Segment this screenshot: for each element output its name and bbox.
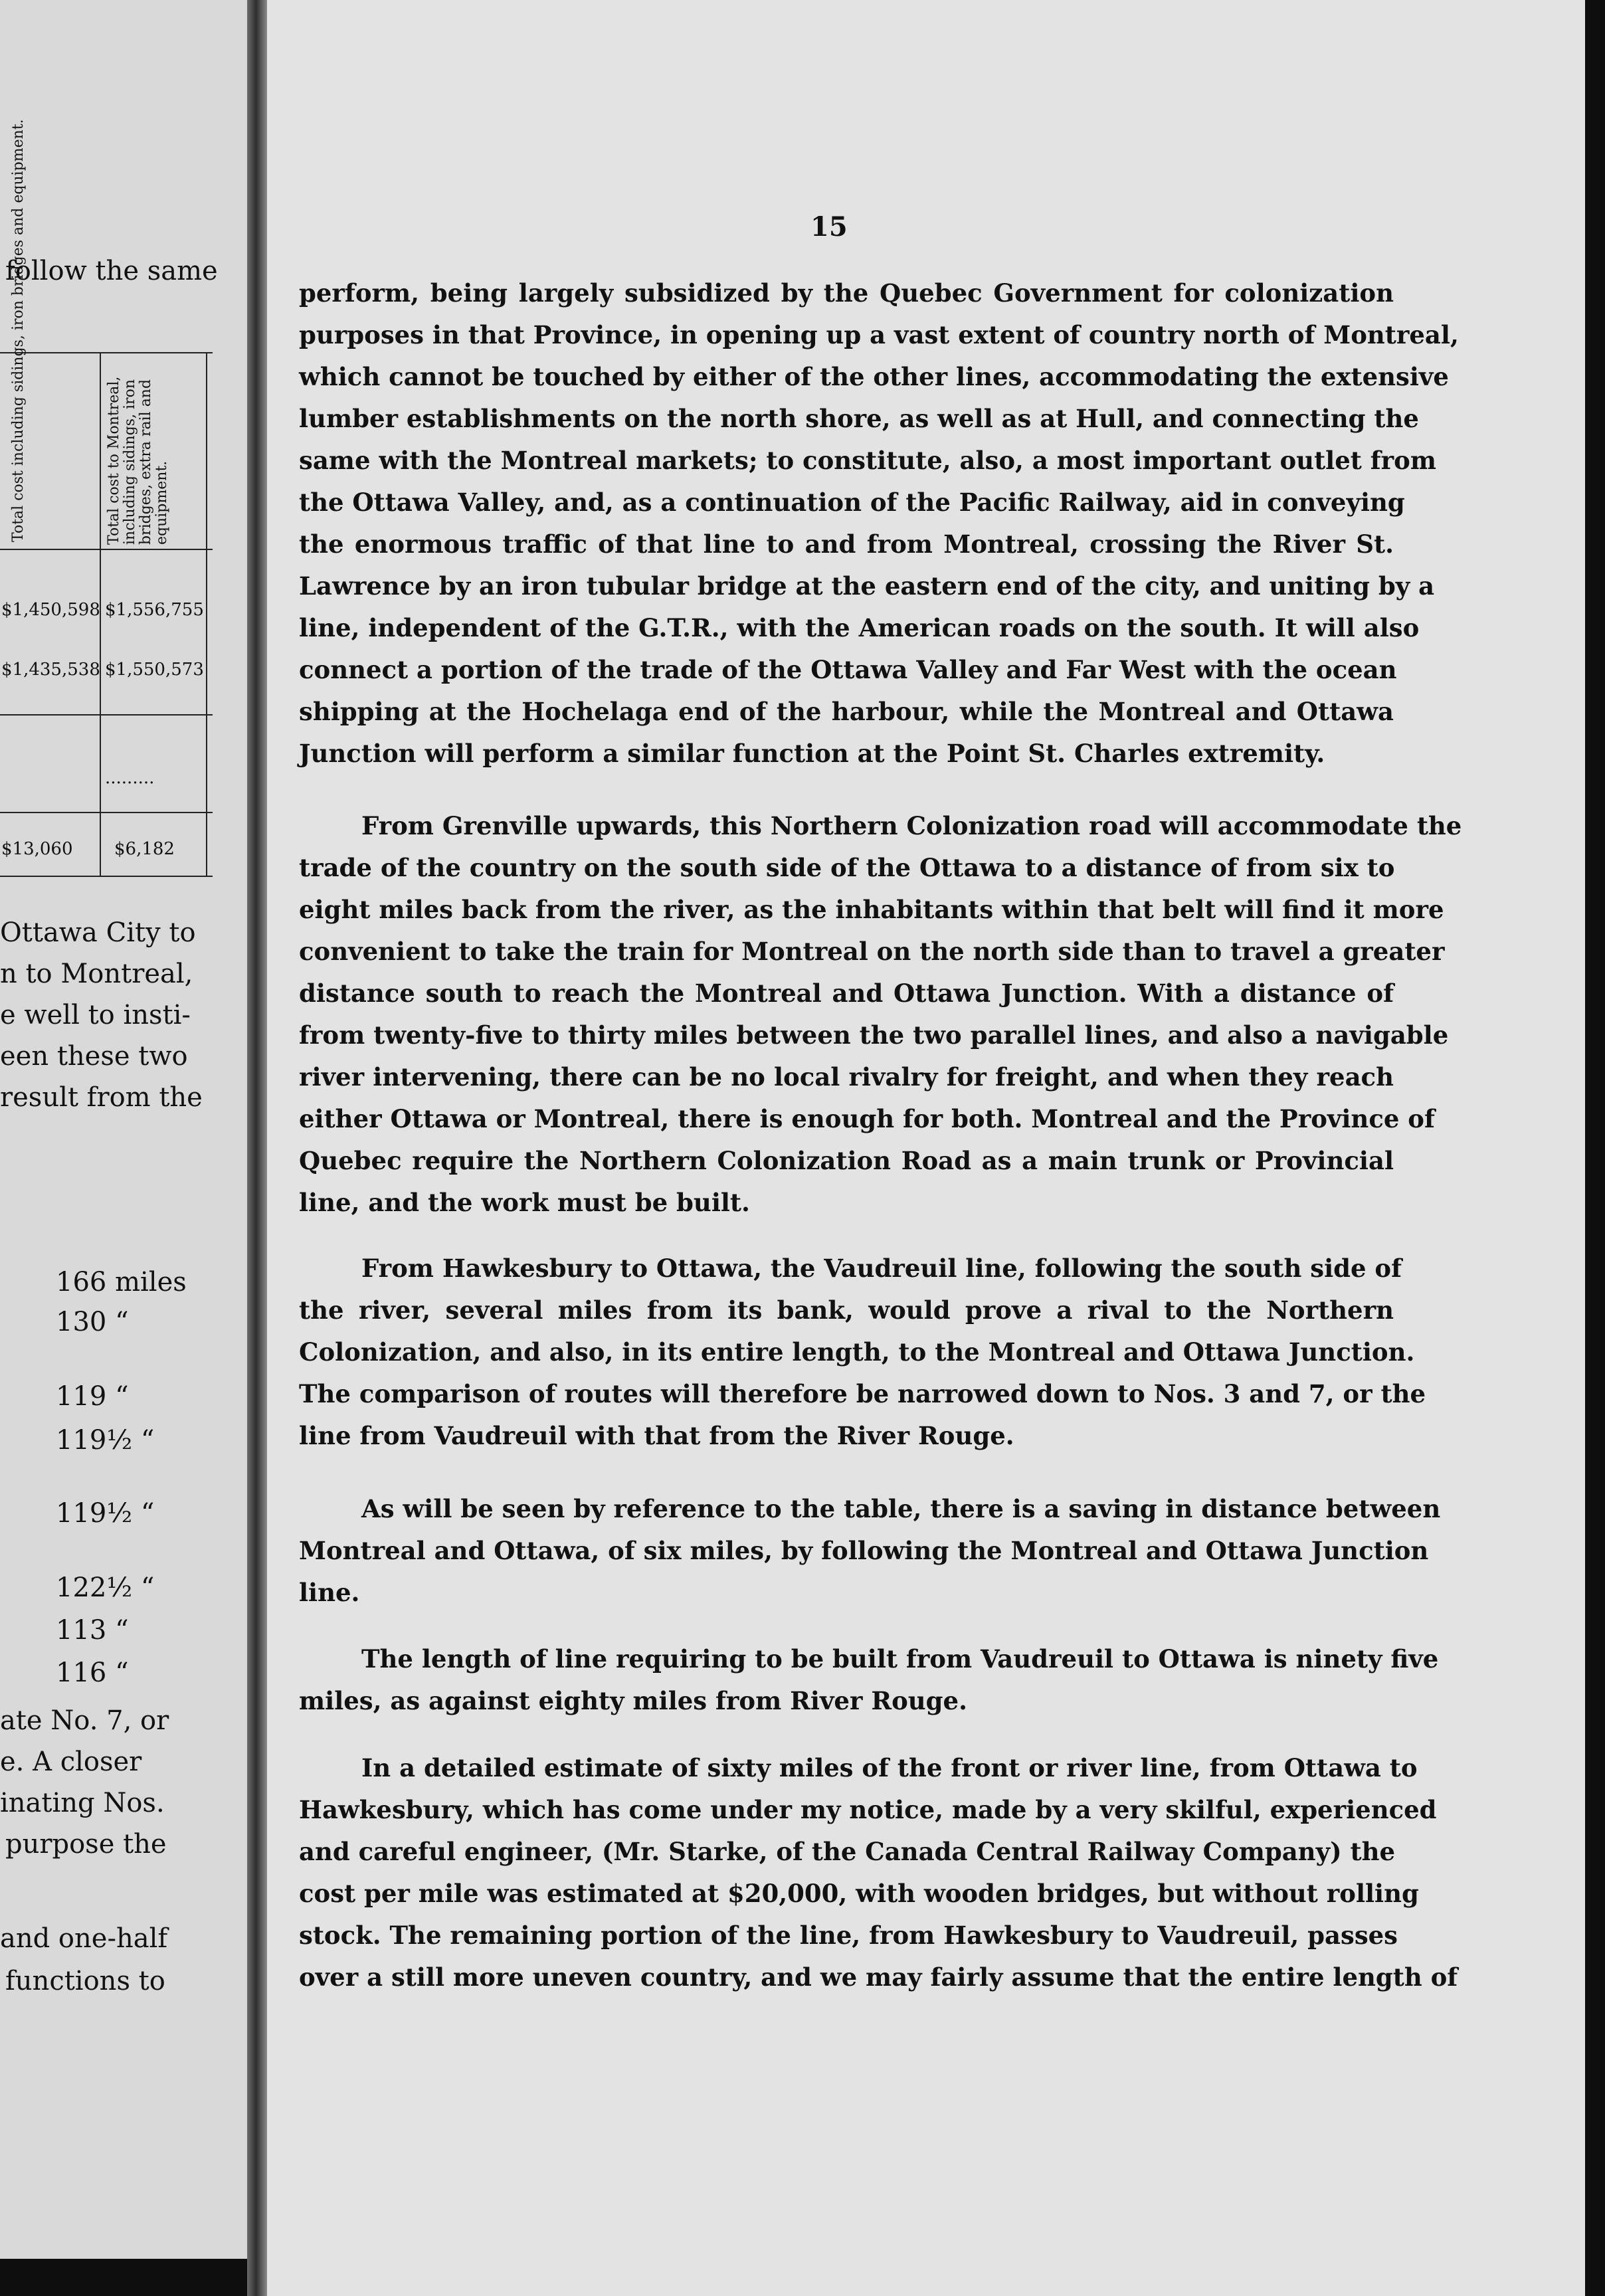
miles-entry: 113 “	[56, 1615, 129, 1646]
text-line: from twenty-five to thirty miles between the two parallel lines, and also a navigable	[299, 1020, 1449, 1050]
page-number: 15	[810, 211, 848, 242]
table-cell: $6,182	[114, 839, 175, 859]
text-line: The comparison of routes will therefore be narrowed down to Nos. 3 and 7, or the	[299, 1379, 1426, 1408]
text-line: trade of the country on the south side of the Ottawa to a distance of from six to	[299, 853, 1395, 882]
paragraph	[299, 272, 1459, 775]
text-line: purposes in that Province, in opening up a vast extent of country north of Montreal,	[299, 320, 1459, 349]
miles-entry: 119½ “	[56, 1425, 155, 1456]
table-cell: $1,450,598	[1, 600, 100, 620]
text-line: From Grenville upwards, this Northern Colonization road will accommodate the	[361, 811, 1462, 840]
fragment-line: and one-half	[0, 1923, 168, 1954]
miles-entry: 116 “	[56, 1658, 129, 1688]
fragment-line: inating Nos.	[0, 1788, 165, 1818]
fragment-line: n to Montreal,	[0, 959, 193, 989]
text-line: line from Vaudreuil with that from the River Rouge.	[299, 1421, 1014, 1450]
paragraph	[299, 805, 1462, 1224]
text-line: The length of line requiring to be built from Vaudreuil to Ottawa is ninety five	[361, 1644, 1439, 1674]
text-line: cost per mile was estimated at $20,000, with wooden bridges, but without rolling	[299, 1879, 1419, 1908]
fragment-line: ate No. 7, or	[0, 1705, 169, 1736]
left-page-fragment	[0, 0, 247, 2296]
table-rule	[0, 812, 213, 813]
text-line: the enormous traffic of that line to and from Montreal, crossing the River St.	[299, 529, 1394, 559]
miles-entry: 130 “	[56, 1307, 129, 1337]
miles-entry: 119½ “	[56, 1498, 155, 1529]
text-line: Junction will perform a similar function at the Point St. Charles extremity.	[299, 739, 1325, 768]
table-cell: $1,556,755	[105, 600, 204, 620]
page-edge	[0, 2259, 247, 2296]
table-cell: $1,435,538	[1, 660, 100, 680]
text-line: lumber establishments on the north shore, as well as at Hull, and connecting the	[299, 404, 1419, 433]
text-line: Lawrence by an iron tubular bridge at the eastern end of the city, and uniting by a	[299, 571, 1435, 601]
text-line: Quebec require the Northern Colonization Road as a main trunk or Provincial	[299, 1146, 1394, 1175]
text-line: and careful engineer, (Mr. Starke, of the Canada Central Railway Company) the	[299, 1837, 1396, 1866]
paragraph	[299, 1488, 1441, 1614]
text-line: river intervening, there can be no local rivalry for freight, and when they reach	[299, 1062, 1394, 1092]
text-line: distance south to reach the Montreal and Ottawa Junction. With a distance of	[299, 979, 1394, 1008]
table-cell: .........	[105, 768, 155, 788]
fragment-line: functions to	[5, 1966, 165, 1996]
table-header: Total cost including sidings, iron bridges and equipment.	[10, 119, 27, 542]
text-line: over a still more uneven country, and we may fairly assume that the entire length of	[299, 1962, 1458, 1992]
paragraph	[299, 1638, 1439, 1722]
miles-entry: 119 “	[56, 1381, 129, 1412]
text-line: eight miles back from the river, as the inhabitants within that belt will find it more	[299, 895, 1444, 924]
text-line: the river, several miles from its bank, would prove a rival to the Northern	[299, 1295, 1394, 1325]
fragment-intro: follow the same	[5, 256, 218, 286]
book-gutter	[247, 0, 267, 2296]
table-cell: $1,550,573	[105, 660, 204, 680]
text-line: line, independent of the G.T.R., with the American roads on the south. It will also	[299, 613, 1420, 642]
text-line: connect a portion of the trade of the Ottawa Valley and Far West with the ocean	[299, 655, 1397, 684]
text-line: perform, being largely subsidized by the Quebec Government for colonization	[299, 278, 1394, 308]
fragment-line: Ottawa City to	[0, 917, 196, 948]
text-line: miles, as against eighty miles from River Rouge.	[299, 1686, 967, 1715]
text-line: In a detailed estimate of sixty miles of the front or river line, from Ottawa to	[361, 1753, 1418, 1782]
text-line: stock. The remaining portion of the line, from Hawkesbury to Vaudreuil, passes	[299, 1921, 1398, 1950]
text-line: As will be seen by reference to the table, there is a saving in distance between	[361, 1494, 1441, 1523]
fragment-line: purpose the	[5, 1829, 167, 1860]
text-line: either Ottawa or Montreal, there is enough for both. Montreal and the Province of	[299, 1104, 1435, 1133]
text-line: same with the Montreal markets; to constitute, also, a most important outlet from	[299, 446, 1436, 475]
fragment-line: een these two	[0, 1041, 188, 1072]
fragment-line: e well to insti-	[0, 1000, 191, 1030]
text-line: the Ottawa Valley, and, as a continuation of the Pacific Railway, aid in conveying	[299, 488, 1405, 517]
text-line: line, and the work must be built.	[299, 1188, 750, 1217]
table-rule-header	[0, 549, 213, 550]
table-header: Total cost to Montreal, including sidings, iron bridges, extra rail and equipment.	[106, 376, 170, 545]
fragment-line: result from the	[0, 1082, 203, 1113]
text-line: Hawkesbury, which has come under my notice, made by a very skilful, experienced	[299, 1795, 1437, 1824]
text-line: From Hawkesbury to Ottawa, the Vaudreuil line, following the south side of	[361, 1254, 1402, 1283]
paragraph	[299, 1747, 1458, 1998]
fragment-line: e. A closer	[0, 1747, 142, 1777]
text-line: which cannot be touched by either of the other lines, accommodating the extensive	[299, 362, 1449, 391]
table-cell: $13,060	[1, 839, 73, 859]
text-line: shipping at the Hochelaga end of the harbour, while the Montreal and Ottawa	[299, 697, 1394, 726]
text-line: Colonization, and also, in its entire length, to the Montreal and Ottawa Junction.	[299, 1337, 1415, 1367]
miles-entry: 122½ “	[56, 1573, 155, 1603]
paragraph	[299, 1248, 1426, 1457]
text-line: Montreal and Ottawa, of six miles, by following the Montreal and Ottawa Junction	[299, 1536, 1429, 1565]
table-column-rule	[206, 352, 207, 877]
page-edge	[1585, 0, 1605, 2296]
text-line: line.	[299, 1578, 360, 1607]
table-rule	[0, 714, 213, 716]
text-line: convenient to take the train for Montreal on the north side than to travel a greater	[299, 937, 1445, 966]
miles-entry: 166 miles	[56, 1267, 187, 1297]
table-rule-bottom	[0, 876, 213, 877]
